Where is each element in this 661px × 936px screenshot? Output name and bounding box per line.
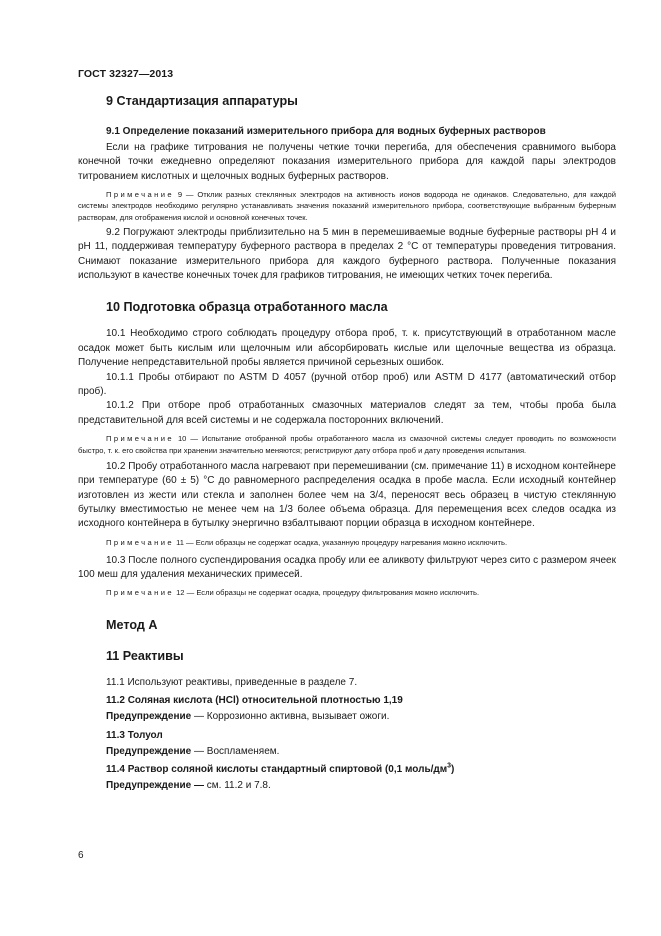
note-10 <box>78 433 616 455</box>
paragraph-10-1: 10.1 Необходимо строго соблюдать процедуру отбора проб, т. к. присутствующий в отработанном масле осадок может быть кислым или щелочным или абсорбировать кислые или щелочные вещества из образца. Получение непредставительной пробы является причиной серьезных ошибок. <box>78 328 616 369</box>
paragraph-9-1: Если на графике титрования не получены четкие точки перегиба, для обеспечения сравнимого выбора конечной точки ежедневно определяют показания измерительного прибора для каждой пары электродов титрованием кислотных и щелочных водных буферных растворов. <box>78 142 616 182</box>
superscript-three: 3 <box>447 762 452 770</box>
method-a-title: Метод А <box>106 617 158 632</box>
note-label: Примечание <box>106 537 174 547</box>
note-label: Примечание <box>106 434 174 444</box>
subsection-11-3-title: 11.3 Толуол <box>106 729 163 741</box>
section-10-title: 10 Подготовка образца отработанного масла <box>106 300 388 315</box>
paragraph-10-1-1: 10.1.1 Пробы отбирают по ASTM D 4057 (ручной отбор проб) или ASTM D 4177 (автоматический отбор проб). <box>78 371 616 398</box>
warning-text: — Воспламеняем. <box>191 745 280 757</box>
subsection-11-4-title <box>78 764 616 775</box>
note-text: 9 — Отклик разных стеклянных электродов на активность ионов водорода не одинаков. Следовательно, для каждой системы электродов необходимо регулярно устанавливать значения показаний измерительного прибора, соответствующие выбранным буферным растворам, для отображения кислой и основной конечных точек. <box>78 190 616 222</box>
standard-header: ГОСТ 32327—2013 <box>78 68 174 80</box>
warning-11-3 <box>78 745 616 759</box>
warning-label: Предупреждение — <box>106 780 204 792</box>
paragraph-10-3: 10.3 После полного суспендирования осадка пробу или ее аликвоту фильтруют через сито с размером ячеек 100 меш для удаления механических примесей. <box>78 554 616 581</box>
note-9 <box>78 189 616 223</box>
note-12 <box>78 587 616 598</box>
paragraph-11-1: 11.1 Используют реактивы, приведенные в разделе 7. <box>106 676 358 688</box>
subsection-9-1-title: 9.1 Определение показаний измерительного прибора для водных буферных растворов <box>106 126 546 137</box>
warning-11-2 <box>78 710 616 724</box>
subsection-11-4-text: 11.4 Раствор соляной кислоты стандартный спиртовой (0,1 моль/дм <box>106 764 448 776</box>
warning-text: — Коррозионно активна, вызывает ожоги. <box>191 711 390 723</box>
note-label: Примечание <box>106 587 174 597</box>
subsection-11-4-close: ) <box>451 764 455 776</box>
paragraph-10-1-2: 10.1.2 При отборе проб отработанных смазочных материалов следят за тем, чтобы проба была представительной для всей системы и не содержала посторонних включений. <box>78 400 616 426</box>
warning-text: см. 11.2 и 7.8. <box>204 780 271 792</box>
note-text: 12 — Если образцы не содержат осадка, процедуру фильтрования можно исключить. <box>173 587 480 597</box>
paragraph-10-2: 10.2 Пробу отработанного масла нагревают при перемешивании (см. примечание 11) в исходном контейнере при температуре (60 ± 5) °C до равномерного распределения осадка в пробе масла. Если исходный контейнер изготовлен из жести или стекла и заполнен более чем на 3/4, переносят весь образец в чистую стеклянную бутылку вместимостью не менее чем на 1/3 более объема образца. Для перемещения всех следов осадка из исходного контейнера в бутылку энергично взбалтывают порции образца в исходном контейнере. <box>78 460 616 530</box>
page-content <box>78 92 616 794</box>
note-text: 10 — Испытание отобранной пробы отработанного масла из смазочной системы следует проводить по возможности быстро, т. к. его свойства при хранении значительно меняются; регистрируют дату отбора проб и дату проведения испытания. <box>78 434 616 455</box>
page-number: 6 <box>78 850 84 861</box>
warning-label: Предупреждение <box>106 711 192 723</box>
note-11 <box>78 537 616 548</box>
note-text: 11 — Если образцы не содержат осадка, указанную процедуру нагревания можно исключить. <box>173 537 508 547</box>
section-11-title: 11 Реактивы <box>106 648 184 663</box>
section-9-title: 9 Стандартизация аппаратуры <box>106 94 298 108</box>
warning-label: Предупреждение <box>106 745 192 757</box>
warning-11-4 <box>78 779 616 793</box>
subsection-11-2-title: 11.2 Соляная кислота (HCl) относительной плотностью 1,19 <box>106 695 403 707</box>
note-label: Примечание <box>106 190 174 200</box>
paragraph-9-2: 9.2 Погружают электроды приблизительно на 5 мин в перемешиваемые водные буферные растворы pH 4 и pH 11, поддерживая температуру буферного раствора в пределах 2 °C от температуры проведения титрования. Снимают показание измерительного прибора для каждого буферного раствора. Полученные показания используют в качестве конечных точек для графиков титрования, не имеющих четких точек перегиба. <box>78 226 616 282</box>
